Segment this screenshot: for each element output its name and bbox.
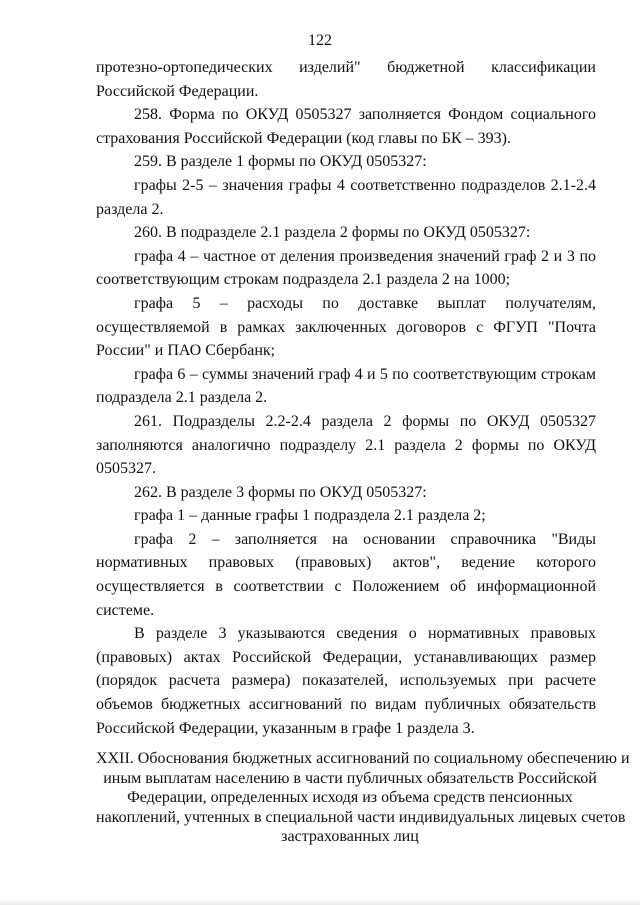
scan-edge-shadow bbox=[0, 899, 640, 905]
section-heading-line: застрахованных лиц bbox=[281, 828, 419, 845]
section-heading-line: Федерации, определенных исходя из объема средств пенсионных bbox=[127, 789, 573, 806]
paragraph: 260. В подразделе 2.1 раздела 2 формы по ОКУД 0505327: bbox=[134, 224, 531, 242]
section-heading bbox=[96, 749, 630, 847]
paragraph: 262. В разделе 3 формы по ОКУД 0505327: bbox=[134, 483, 427, 501]
paragraph: 258. Форма по ОКУД 0505327 заполняется Фондом социального страхования Российской Федерации (код главы по БК – 393). bbox=[96, 106, 596, 147]
paragraph: графа 4 – частное от деления произведения значений граф 2 и 3 по соответствующим строкам подраздела 2.1 раздела 2 на 1000; bbox=[96, 247, 596, 289]
paragraph: графа 1 – данные графы 1 подраздела 2.1 раздела 2; bbox=[134, 507, 486, 525]
paragraph: графа 6 – суммы значений граф 4 и 5 по соответствующим строкам подраздела 2.1 раздела 2. bbox=[96, 365, 596, 407]
paragraph: графы 2-5 – значения графы 4 соответственно подразделов 2.1-2.4 раздела 2. bbox=[96, 176, 596, 218]
section-heading-line: иным выплатам населению в части публичных обязательств Российской bbox=[103, 769, 597, 787]
paragraph: 259. В разделе 1 формы по ОКУД 0505327: bbox=[134, 153, 427, 171]
paragraph: графа 2 – заполняется на основании справочника "Виды нормативных правовых (правовых) актов", ведение которого осуществляется в соответствии с Положением об информационной системе. bbox=[96, 530, 596, 619]
document-body bbox=[96, 56, 596, 740]
paragraph: протезно-ортопедических изделий" бюджетной классификации Российской Федерации. bbox=[96, 59, 596, 100]
section-heading-line: накоплений, учтенных в специальной части индивидуальных лицевых счетов bbox=[96, 808, 626, 826]
paragraph: В разделе 3 указываются сведения о нормативных правовых (правовых) актах Российской Федерации, устанавливающих размер (порядок расчета размера) показателей, используемых при расчете объемов бюджетных ассигнований по видам публичных обязательств Российской Федерации, указанным в графе 1 раздела 3. bbox=[96, 625, 596, 737]
section-heading-line: XXII. Обоснования бюджетных ассигнований по социальному обеспечению и bbox=[96, 750, 630, 767]
paragraph: 261. Подразделы 2.2-2.4 раздела 2 формы по ОКУД 0505327 заполняются аналогично подразделу 2.1 раздела 2 формы по ОКУД 0505327. bbox=[96, 412, 596, 478]
paragraph: графа 5 – расходы по доставке выплат получателям, осуществляемой в рамках заключенных договоров с ФГУП "Почта России" и ПАО Сбербанк; bbox=[96, 294, 596, 360]
page-number: 122 bbox=[308, 32, 332, 49]
